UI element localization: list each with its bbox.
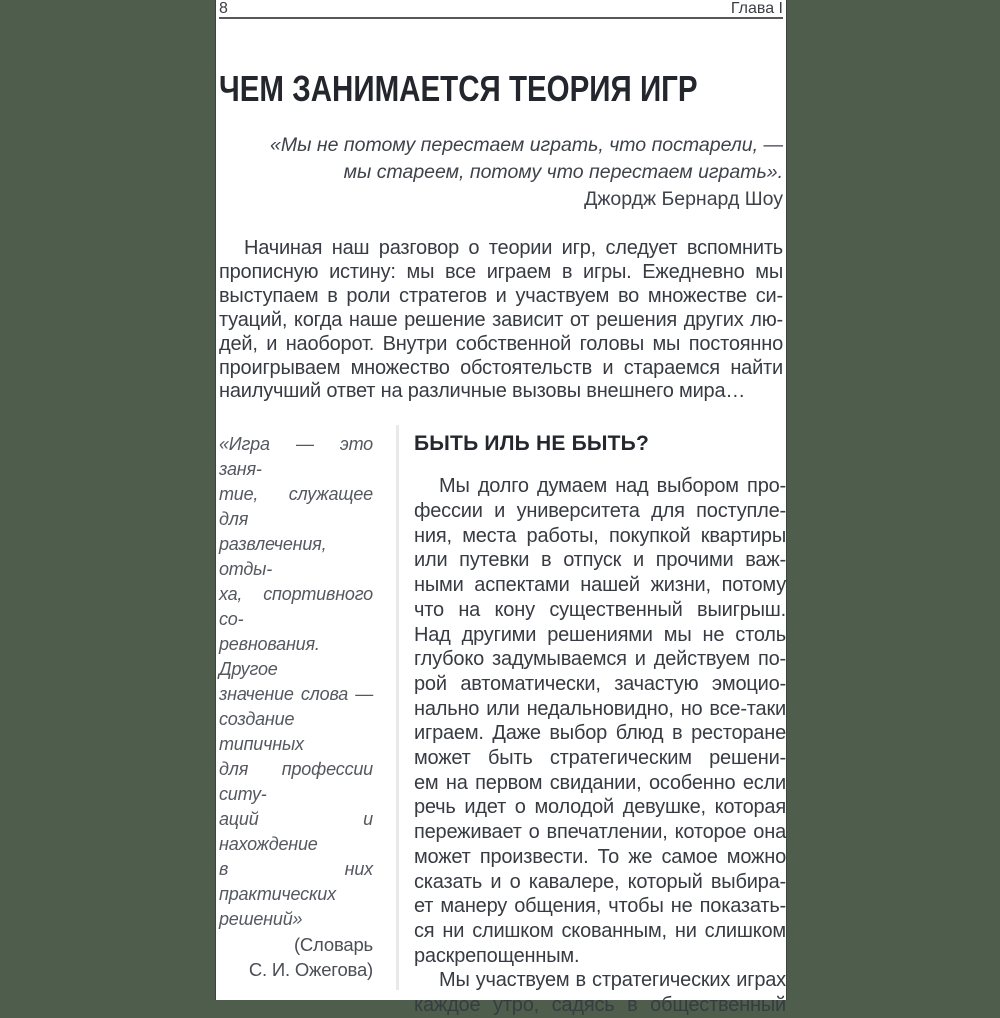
text-line: развлечения, отды- (219, 534, 327, 580)
text-line: переживает о впечатлении, которое она (414, 821, 786, 844)
text-line: глубоко задумываемся и действуем по- (414, 648, 786, 671)
page-header (219, 0, 783, 19)
epigraph-attribution: Джордж Бернард Шоу (584, 188, 783, 210)
section-body (414, 474, 786, 1017)
text-line: значение слова — (219, 684, 373, 705)
text-line: рой автоматически, зачастую эмоцио- (414, 672, 786, 695)
text-line: проигрываем множество обстоятельств и стараемся найти (219, 356, 783, 379)
text-line: ными аспектами нашей жизни, потому (414, 574, 786, 597)
text-line: «Игра — это заня- (219, 434, 373, 480)
text-line: С. И. Ожегова) (248, 959, 373, 981)
text-line: прописную истину: мы все играем в игры. Ежедневно мы (219, 260, 783, 283)
epigraph (219, 132, 783, 213)
text-line: дей, и наоборот. Внутри собственной головы мы постоянно (219, 332, 783, 355)
chapter-title: ЧЕМ ЗАНИМАЕТСЯ ТЕОРИЯ ИГР (219, 68, 698, 109)
text-line: аций и нахождение (219, 809, 373, 855)
text-line: туаций, когда наше решение зависит от решения других лю- (219, 308, 783, 331)
text-line: ет манеру общения, чтобы не показать- (414, 895, 786, 918)
text-line: создание типичных (219, 709, 304, 755)
text-line: Мы участвуем в стратегических играх (439, 969, 786, 992)
text-line: ха, спортивного со- (219, 584, 373, 630)
chapter-label: Глава I (730, 0, 783, 17)
book-page (215, 0, 787, 1017)
epigraph-line-1: «Мы не потому перестаем играть, что постарели, — (270, 134, 783, 156)
text-line: сказать и о кавалере, который выбира- (414, 870, 786, 893)
text-line: решений» (219, 909, 303, 930)
intro-paragraph (219, 237, 783, 404)
text-line: речь идет о молодой девушке, которая (414, 796, 786, 819)
epigraph-line-2: мы стареем, потому что перестаем играть». (343, 161, 783, 183)
margin-column (219, 425, 373, 982)
text-line: Начиная наш разговор о теории игр, следует вспомнить (244, 237, 783, 259)
text-line: тие, служащее для (219, 484, 373, 530)
column-divider (396, 425, 399, 990)
text-line: каждое утро, садясь в общественный (414, 994, 786, 1017)
two-column-section (219, 425, 786, 1017)
text-line: фессии и университета для поступле- (414, 500, 786, 523)
text-line: ся ни слишком скованным, ни слишком (414, 920, 786, 942)
text-line: Мы долго думаем над выбором про- (439, 475, 786, 498)
text-line: для профессии ситу- (219, 759, 373, 805)
margin-quote (219, 432, 373, 982)
text-line: ем на первом свидании, особенно если (414, 771, 786, 794)
text-line: играем. Даже выбор блюд в ресторане (414, 722, 786, 745)
text-line: может быть стратегическим решени- (414, 747, 786, 770)
text-line: наилучший ответ на различные вызовы внешнего мира… (219, 380, 746, 403)
text-line: выступаем в роли стратегов и участвуем во множестве си- (219, 284, 783, 307)
section-heading: БЫТЬ ИЛЬ НЕ БЫТЬ? (414, 432, 649, 456)
text-line: Над другими решениями мы не столь (414, 623, 786, 646)
text-line: раскрепощенным. (414, 944, 580, 967)
text-line: нально или недальновидно, но все-таки (414, 697, 786, 720)
text-line: может произвести. То же самое можно (414, 845, 786, 868)
main-column (414, 425, 786, 1017)
page-number: 8 (219, 0, 228, 17)
text-line: или путевки в отпуск и прочими важ- (414, 549, 786, 572)
text-line: ния, места работы, покупкой квартиры (414, 524, 786, 547)
text-line: в них практических (219, 859, 373, 905)
text-line: (Словарь (293, 934, 373, 956)
text-line: что на кону существенный выигрыш. (414, 598, 786, 621)
text-line: ревнования. Другое (219, 634, 320, 680)
